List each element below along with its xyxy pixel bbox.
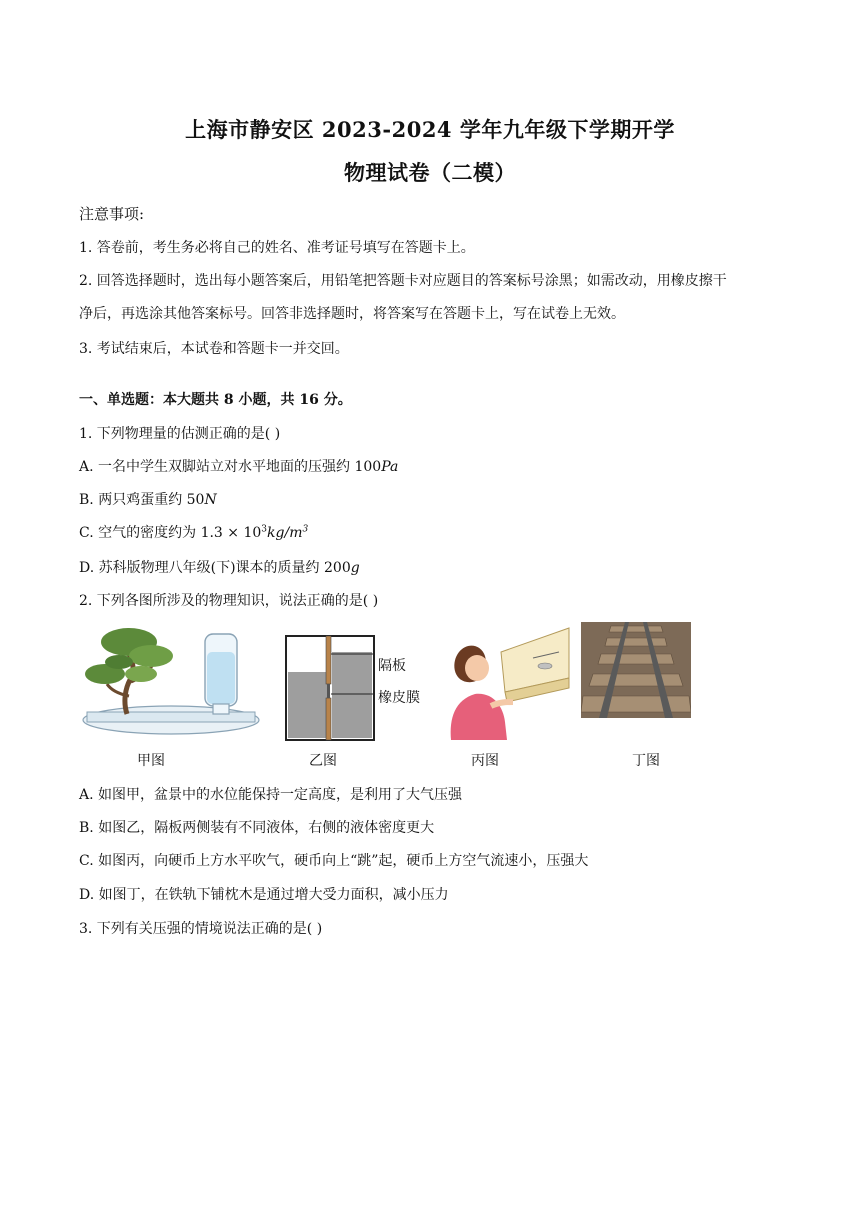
q1-stem: 1. 下列物理量的估测正确的是( ): [79, 426, 281, 442]
membrane-label: 橡皮膜: [378, 690, 420, 706]
q2-option-b: B. 如图乙，隔板两侧装有不同液体，右侧的液体密度更大: [79, 820, 435, 836]
q1-option-c-text: C. 空气的密度约为: [79, 525, 201, 541]
notice-item-2-cont: 净后，再选涂其他答案标号。回答非选择题时，将答案写在答题卡上，写在试卷上无效。: [79, 306, 625, 322]
notice-heading: 注意事项:: [79, 205, 145, 223]
q1-option-d-value: 200: [324, 560, 351, 576]
caption-jia: 甲图: [137, 753, 165, 769]
q2-option-c: C. 如图丙，向硬币上方水平吹气，硬币向上“跳”起，硬币上方空气流速小，压强大: [79, 853, 589, 869]
coin-blowing-figure: [441, 622, 571, 744]
notice-item-2: 2. 回答选择题时，选出每小题答案后，用铅笔把答题卡对应题目的答案标号涂黑；如需改动，用橡皮擦干: [79, 273, 727, 289]
section-heading: 一、单选题：本大题共 8 小题，共 16 分。: [79, 392, 352, 408]
caption-yi: 乙图: [309, 753, 337, 769]
q1-option-c: [79, 522, 308, 542]
exam-title-line1: 上海市静安区 2023-2024 学年九年级下学期开学: [185, 117, 675, 142]
q1-option-d: [79, 557, 360, 577]
q1-option-b-unit: N: [204, 492, 217, 508]
q1-option-c-unit: kg/m: [267, 525, 303, 541]
notice-item-1: 1. 答卷前，考生务必将自己的姓名、准考证号填写在答题卡上。: [79, 240, 475, 256]
q1-option-c-unit-exp: 3: [302, 524, 309, 535]
exam-title-line2: 物理试卷（二模）: [344, 160, 516, 185]
q1-option-c-exp: 3: [261, 524, 268, 535]
q2-stem: 2. 下列各图所涉及的物理知识，说法正确的是( ): [79, 593, 379, 609]
partition-label: 隔板: [378, 658, 406, 674]
q2-option-d: D. 如图丁，在铁轨下铺枕木是通过增大受力面积，减小压力: [79, 887, 449, 903]
caption-bing: 丙图: [471, 753, 499, 769]
bonsai-bottle-figure: [79, 622, 263, 744]
q1-option-a-value: 100: [354, 459, 382, 475]
q1-option-b: [79, 489, 217, 509]
q2-option-a: A. 如图甲，盆景中的水位能保持一定高度，是利用了大气压强: [79, 787, 463, 803]
notice-item-3: 3. 考试结束后，本试卷和答题卡一并交回。: [79, 341, 349, 357]
q1-option-b-value: 50: [186, 492, 205, 508]
q3-stem: 3. 下列有关压强的情境说法正确的是( ): [79, 921, 323, 937]
railway-track-figure: [581, 622, 691, 718]
q1-option-a: [79, 456, 398, 476]
caption-ding: 丁图: [632, 753, 660, 769]
q1-option-d-text: D. 苏科版物理八年级(下)课本的质量约: [79, 560, 324, 576]
q2-figures: [79, 622, 699, 772]
q1-option-b-text: B. 两只鸡蛋重约: [79, 492, 187, 508]
q1-option-a-text: A. 一名中学生双脚站立对水平地面的压强约: [79, 459, 355, 475]
q1-option-a-unit: Pa: [381, 459, 399, 475]
partition-container-figure: [284, 622, 434, 744]
q1-option-d-unit: g: [350, 560, 360, 576]
q1-option-c-value: 1.3 × 10: [200, 525, 262, 541]
